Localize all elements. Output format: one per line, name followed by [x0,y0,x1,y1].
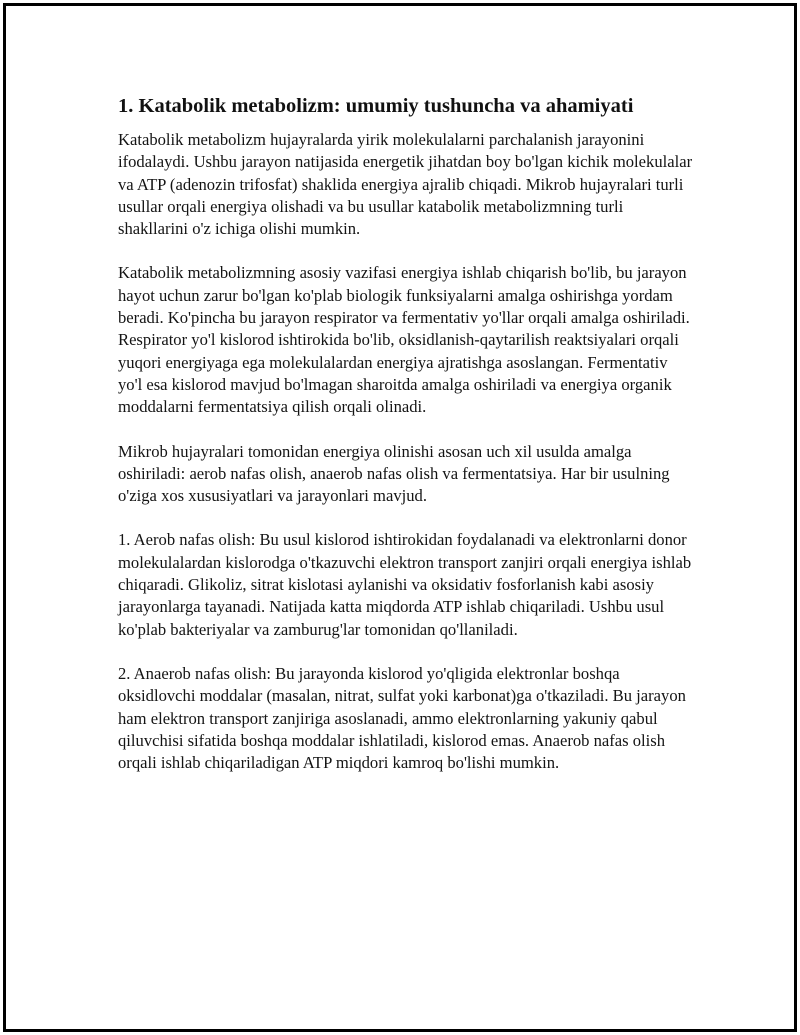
paragraph-main-function: Katabolik metabolizmning asosiy vazifasi energiya ishlab chiqarish bo'lib, bu jarayon hayot uchun zarur bo'lgan ko'plab biologik funksiyalarni amalga oshirishga yordam beradi. Ko'pincha bu jarayon respirator va fermentativ yo'llar orqali amalga oshiriladi. Respirator yo'l kislorod ishtirokida bo'lib, oksidlanish-qaytarilish reaktsiyalari orqali yuqori energiyaga ega molekulalardan energiya ajratishga asoslangan. Fermentativ yo'l esa kislorod mavjud bo'lmagan sharoitda amalga oshiriladi va energiya organik moddalarni fermentatsiya qilish orqali olinadi. [118,263,690,417]
paragraph-aerobic-respiration: 1. Aerob nafas olish: Bu usul kislorod ishtirokidan foydalanadi va elektronlarni donor molekulalardan kislorodga o'tkazuvchi elektron transport zanjiri orqali energiya ishlab chiqaradi. Glikoliz, sitrat kislotasi aylanishi va oksidativ fosforlanish kabi asosiy jarayonlarga tayanadi. Natijada katta miqdorda ATP ishlab chiqariladi. Ushbu usul ko'plab bakteriyalar va zamburug'lar tomonidan qo'llaniladi. [118,530,692,639]
section-heading: 1. Katabolik metabolizm: umumiy tushuncha va ahamiyati [118,95,634,117]
paragraph-anaerobic-respiration: 2. Anaerob nafas olish: Bu jarayonda kislorod yo'qligida elektronlar boshqa oksidlovchi moddalar (masalan, nitrat, sulfat yoki karbonat)ga o'tkaziladi. Bu jarayon ham elektron transport zanjiriga asoslanadi, ammo elektronlarning yakuniy qabul qiluvchisi sifatida boshqa moddalar ishlatiladi, kislorod emas. Anaerob nafas olish orqali ishlab chiqariladigan ATP miqdori kamroq bo'lishi mumkin. [118,663,686,773]
paragraph-intro: Katabolik metabolizm hujayralarda yirik molekulalarni parchalanish jarayonini ifodalaydi. Ushbu jarayon natijasida energetik jihatdan boy bo'lgan kichik molekulalar va ATP (adenozin trifosfat) shaklida energiya ajralib chiqadi. Mikrob hujayralari turli usullar orqali energiya olishadi va bu usullar katabolik metabolizmning turli shakllarini o'z ichiga olishi mumkin. [118,130,693,239]
paragraph-energy-methods: Mikrob hujayralari tomonidan energiya olinishi asosan uch xil usulda amalga oshiriladi: aerob nafas olish, anaerob nafas olish va fermentatsiya. Har bir usulning o'ziga xos xususiyatlari va jarayonlari mavjud. [118,441,670,506]
document-body [118,93,693,774]
